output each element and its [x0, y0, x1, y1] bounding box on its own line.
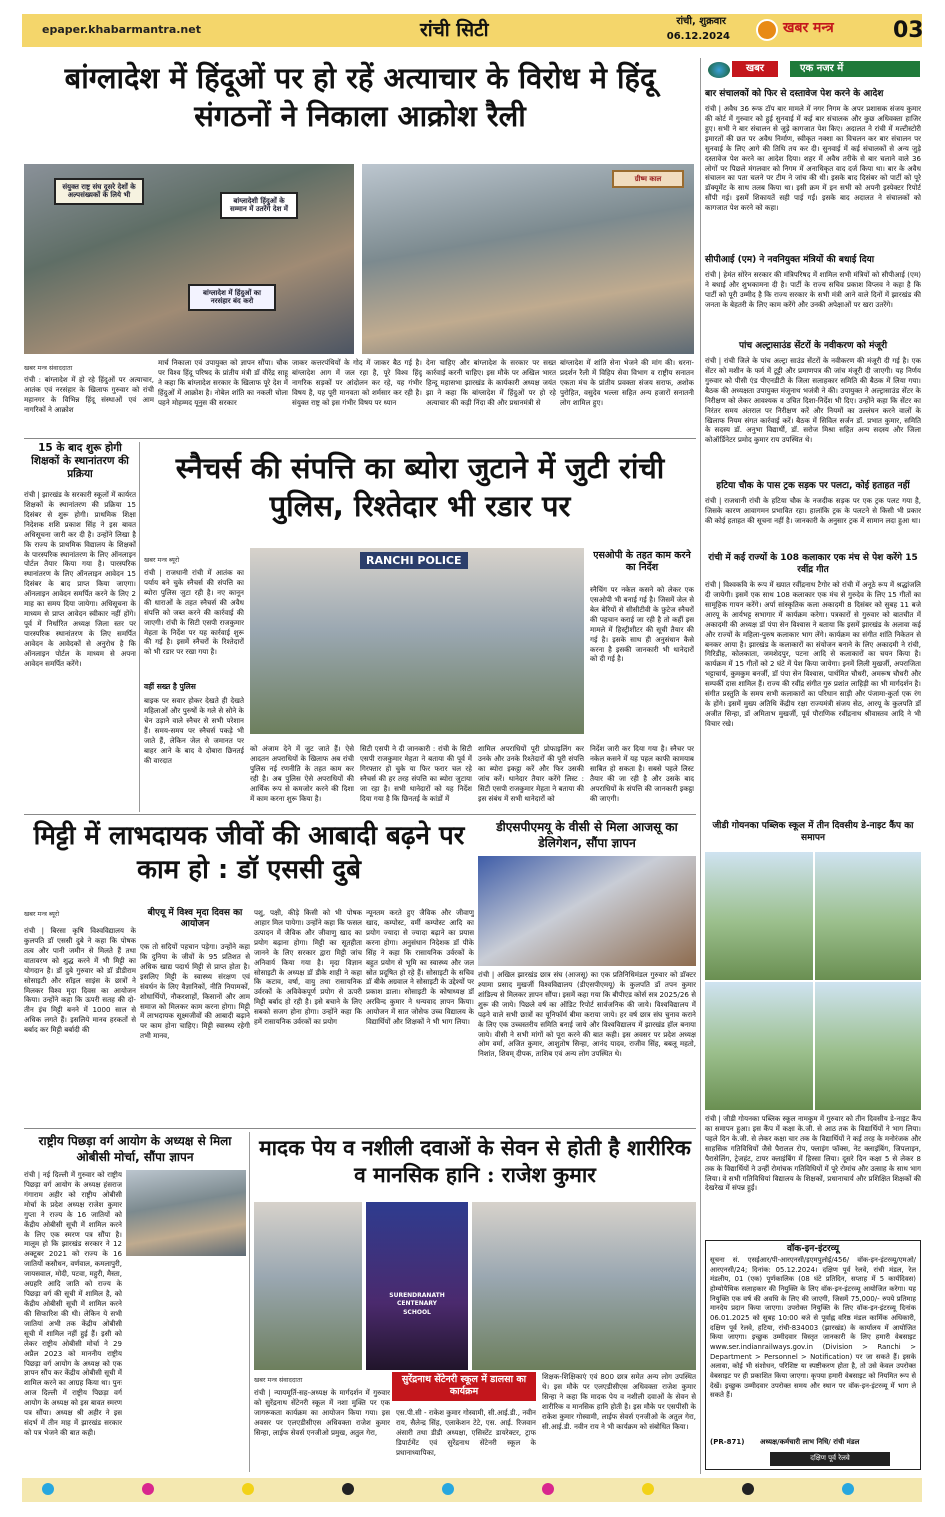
khabar-mantra-logo-icon [756, 19, 778, 41]
story3-byline: खबर मन्त्र ब्यूरो [144, 556, 180, 564]
rule-v2 [249, 1132, 250, 1472]
rule-v1 [139, 442, 140, 812]
header-city-day: रांची, शुक्रवार [676, 16, 726, 27]
rule-3 [24, 1128, 696, 1129]
right-n6-head: जीडी गोयनका पब्लिक स्कूल में तीन दिवसीय डे-नाइट कैंप का समापन [712, 821, 914, 844]
story1-col5: बांग्लादेश में शांति सेना भेजने की मांग की। धरना-प्रदर्शन रैली में विहिप सेवा विभाग व राष्ट्रीय सनातन एकता मंच के प्रांतीय प्रवक्ता संजय सराफ, अशोक पुरोहित, वसुदेव भल्ला सहित अन्य हजारों सनातनी लोग शामिल हुए। [560, 358, 694, 407]
story3-col2: को अंजाम देने में जुट जाते हैं। ऐसे आदतन अपराधियों के खिलाफ अब रांची पुलिस नई रणनीति के तहत काम कर रही है। अब पुलिस ऐसे अपराधियों की आर्थिक रूप से कमजोर करने की दिशा में काम करना शुरू किया है। [250, 744, 354, 803]
story3-col1: रांची | राजधानी रांची में आतंक का पर्याय बने चुके स्नैचर्स की संपत्ति का ब्योरा पुलिस जुटा रही है। नए कानून की धाराओं के तहत स्नैचर्स की अवैध संपत्ति को जब्त करने की कार्रवाई की जाएगी। रांची के सिटी एसपी राजकुमार मेहता के निर्देश पर यह कार्रवाई शुरू की गई है। इसमें स्नैचरों के रिश्तेदारों को भी रडार पर रखा गया है। [144, 568, 244, 657]
story1-headline: बांग्लादेश में हिंदूओं पर हो रहें अत्याचार के विरोध मे हिंदू संगठनों ने निकाला आक्रोश रैली [64, 61, 656, 133]
story1-photo-left [24, 164, 354, 354]
reg-dot-cyan [42, 1483, 54, 1495]
brand-name: खबर मन्त्र [783, 20, 834, 36]
story1-col1: रांची : बांग्लादेश में हो रहे हिंदुओं पर अत्याचार, आतंक एवं नरसंहार के खिलाफ गुरुवार को रांची महानगर के विभिन्न हिंदू संस्थाओं एवं आम नागरिकों ने आक्रोश [24, 375, 154, 414]
story3-headline: स्नैचर्स की संपत्ति का ब्योरा जुटाने में जुटी रांची पुलिस, रिश्तेदार भी रडार पर [175, 451, 665, 523]
right-n1-head: बार संचालकों को फिर से दस्तावेज पेश करने के आदेश [705, 89, 884, 99]
story3-col4: शामिल अपराधियों पूरी प्रोफाइलिंग कर उनके और उनके रिश्तेदारों की पूरी संपत्ति का ब्योरा इकट्ठा करें और फिर उसकी जांच करें। थानेदार तैयार करेंगे लिस्ट : सिटी एसपी राजकुमार मेहता ने बताया की इस संबंध में सभी थानेदारों को [478, 744, 584, 803]
story3-col4a: स्नैचिंग पर नकेल कसने को लेकर एक एसओपी भी बनाई गई है। जिसमें जेल से बेल बेरियों से सीसीटीवी के फ़ुटेज स्नैचरों की पहचान कराई जा रही है तो कहीं इस मामले में हिस्ट्रीशीटर की सूची तैयार की गई है। इसके साथ ही अनुसंधान कैसे करना है इसकी जानकारी भी थानेदारों को दी गई है। [590, 585, 694, 664]
right-n5-head: रांची में कई राज्यों के 108 कलाकार एक मंच से पेश करेंगे 15 रवींद्र गीत [708, 553, 918, 576]
story1-sign-1: संयुक्त राष्ट्र संघ दूसरे देशों के अल्पसंख्यकों के लिये भी [54, 178, 144, 205]
story7-photo-center [366, 1202, 468, 1370]
story4-byline: खबर मन्त्र ब्यूरो [24, 910, 60, 918]
right-tag: खबर [732, 61, 778, 77]
rule-1 [24, 438, 696, 439]
story2-body: रांची | झारखंड के सरकारी स्कूलों में कार्यरत शिक्षकों के स्थानांतरण की प्रक्रिया 15 दिसंबर से शुरू होगी। प्राथमिक शिक्षा निदेशक शशि प्रकाश सिंह ने इस बावत अधिसूचना जारी कर दी है। उन्होंने लिखा है कि राज्य के प्राथमिक विद्यालय के शिक्षकों के पारस्परिक स्थानांतरण के लिए ऑनलाइन पोर्टल तैयार किया गया है। पारस्परिक स्थानांतरण के लिए ऑनलाइन आवेदन 15 दिसंबर के बाद प्राप्त किया जाएगा। ऑनलाइन आवेदन समर्पित करने के लिए 2 माह का समय दिया जायेगा। अधिसूचना के माध्यम से प्राप्त आवेदन स्वीकार नहीं होंगे। पूर्व में निर्धारित अध्यक्ष जिला स्तर पर पारस्परिक स्थानांतरण के लिए समर्पित आवेदन के आवेदकों से अनुरोध है कि ऑनलाइन पोर्टल के माध्यम से अपना आवेदन समर्पित करेंगे। [24, 490, 136, 668]
story5-headline: डीएसपीएमयू के वीसी से मिला आजसू का डेलिगेशन, सौंपा ज्ञापन [496, 820, 678, 850]
story5-col1: रांची | अखिल झारखंड छात्र संघ (आजसू) का एक प्रतिनिधिमंडल गुरुवार को डॉक्टर श्यामा प्रसाद मुखर्जी विश्वविद्यालय (डीएसपीएमयू) के कुलपति डॉ तपन कुमार शांडिल्य से मिलकर ज्ञापन सौंपा। इसमें कहा गया कि बीपीएड कोर्स सत्र 2025/26 से शुरू की जाये। पिछले वर्ष का ऑडिट रिपोर्ट सार्वजनिक की जाये। विश्वविद्यालय में पढ़ने वाले सभी छात्रों का यूनिफॉर्म बीमा कराया जाये। हर वर्ष छात्र संघ चुनाव कराने के लिए एक उच्चस्तरीय समिति बनाई जाये और विश्वविद्यालय में झारखंड हॉल बनाया जाये। वीसी ने सभी मांगों को पूरा करने की बात कही। इस अवसर पर प्रदेश अध्यक्ष ओम वर्मा, अजित कुमार, आशुतोष सिन्हा, आनंद यादव, राजीव सिंह, बबलू महतो, निशांत, शिवम् दीपक, ताशिब एवं अन्य लोग उपस्थित थे। [478, 970, 696, 1059]
right-n1-body: रांची | अवैध 36 रूफ टॉप बार मामले में नगर निगम के अपर प्रशासक संजय कुमार की कोर्ट में गुरुवार को हुई सुनवाई में कई बार संचालक और कुछ अधिवक्ता हाजिर हुए। सभी ने बार संचालन से जुड़े कागजात पेश किए। अदालत ने रांची में मल्टीस्टोरी इमारतों की छत पर अवैध निर्माण, स्वीकृत नक्शा का विचलन कर बार संचालन पर सुनवाई के लिए आगे की तिथि तय कर दी। सुनवाई में कई संचालकों से अन्य जुड़े दस्तावेज पेश करने का आदेश दिया। शहर में अवैध तरीके से बार चलाने वाले 36 लोगों पर पिछले मंगलवार को निगम में अनाधिकृत वाद दर्ज किया था। बार के अवैध संचालन का पता चलने पर टीम ने जांच की थी। इसके बाद दिसंबर को पार्टी को पूरे डॉक्यूमेंट के साथ तलब किया था। इसी क्रम में इन सभी को अपनी इस्पेक्टर रिपोर्ट सौंपी गई। इसमें शिकायतें सही पाई गईं। इसके बाद अदालत ने संचालकों को कागजात पेश करने को कहा। [705, 104, 921, 213]
story3-sub2: एसओपी के तहत काम करने का निर्देश [593, 550, 691, 573]
story1-photo-right [362, 164, 694, 354]
header-url[interactable]: epaper.khabarmantra.net [42, 23, 201, 36]
right-n2-body: रांची | हेमंत सोरेन सरकार की मंत्रिपरिषद में शामिल सभी मंत्रियों को सीपीआई (एम) ने बधाई और शुभकामना दी है। पार्टी के राज्य सचिव प्रकाश विप्लव ने कहा है कि पार्टी को पूरी उम्मीद है कि राज्य सरकार के सभी मंत्री आने वाले दिनों में झारखंड की जनता के बेहतरी के लिए काम करेंगे और उनकी अपेक्षाओं पर खरा उतरेंगे। [705, 270, 921, 309]
story7-photo-right [472, 1202, 696, 1370]
story5-photo [478, 856, 696, 966]
story4-col2: एक तो सदियों पहचान पड़ेगा। उन्होंने कहा कि दुनिया के जीवों के 95 प्रतिशत से अधिक खाद्य पदार्थ मिट्टी से प्राप्त होता है। इसलिए मिट्टी के स्वास्थ्य संरक्षण एवं संवर्धन के लिए वैज्ञानिकों, नीति नियामकों, शोधार्थियों, नौकरशाहों, किसानों और आम समाज को मिलकर काम करना होगा। मिट्टी में लाभदायक सूक्ष्मजीवों की आबादी बढ़ाने पर काम होना चाहिए। मिट्टी स्वास्थ्य रहेगी तभी मानव, [140, 942, 250, 1041]
section-title: रांची सिटी [420, 19, 489, 41]
story1-sign-2: बांग्लादेशी हिंदुओं के सम्मान में उतरेंगे देश में [220, 192, 298, 219]
reg-dot-black-2 [742, 1483, 754, 1495]
rule-2 [24, 814, 696, 815]
story3-sub1: वहीं सख्त है पुलिस [144, 682, 196, 691]
story7-col3: शिक्षक-शिक्षिकाएं एवं 800 छात्र समेत अन्य लोग उपस्थित थे। इस मौके पर एलएडीसीएस अधिवक्ता राजेश कुमार सिन्हा ने कहा कि मादक पेय व नशीली दवाओं के सेवन से शारीरिक व मानसिक हानि होती है। इस मौके पर एसपीसी के राकेश कुमार गोस्वामी, लाईफ सेवर्स एनजीओ के अतुल गेरा, सी.आई.डी. नवीन राय ने भी कार्यक्रम को संबोधित किया। [542, 1372, 696, 1431]
ad-sign: अध्यक्ष/कर्मचारी लाभ निधि/ रांची मंडल [760, 1438, 860, 1446]
right-n6-photo-2 [815, 852, 921, 980]
reg-dot-yellow [242, 1483, 254, 1495]
story7-sub: सुरेंद्रनाथ सेंटेनरी स्कूल में डालसा का कार्यक्रम [392, 1372, 536, 1401]
story7-podium-label: SURENDRANATH CENTENARY SCHOOL [389, 1292, 445, 1316]
ad-code: (PR-871) [710, 1438, 745, 1446]
ad-head: वॉक-इन-इंटरव्यू [786, 1244, 840, 1254]
story1-sign-3: बांग्लादेश में हिंदुओं का नरसंहार बंद करो [188, 284, 276, 311]
story4-sub: बीएयू में विश्व मृदा दिवस का आयोजन [147, 908, 243, 930]
story7-col2: एस.पी.सी - राकेश कुमार गोस्वामी, सी.आई.डी., नवीन राय, सैलेन्द्र सिंह, एलाकेशन टेटे, एस. आई. रिजवान अंसारी तथा डीडी अध्यक्षा, एसिस्टेंट डायरेक्टर, ट्राफ डिपार्टमेंट एवं सुरेंद्रनाथ सेंटेनरी स्कूल के प्रधानाध्यापिका, [396, 1408, 536, 1457]
reg-dot-black [342, 1483, 354, 1495]
right-n3-body: रांची | रांची जिले के पांच अल्ट्रा साउंड सेंटरों के नवीकरण की मंजूरी दी गई है। एक सेंटर को मशीन के फर्म में टूट्टी और प्रमाणपत्र की जांच मंजूरी दी जाएगी। यह निर्णय गुरुवार को पीसी एंड पीएनडीटी के जिला सलाहकार समिति की बैठक में लिया गया। बैठक की अध्यक्षता उपायुक्त मंजूनाथ भजंत्री ने की। उपायुक्त ने अल्ट्रासाउंड सेंटर के निरीक्षण को लेकर आवश्यक व उचित दिशा-निर्देश भी दिए। उन्होंने कहा कि सेंटर का निरंतर समय अंतराल पर निरीक्षण करें और नियमों का उल्लंघन करने वालों के खिलाफ नियम संगत कार्रवाई करें। बैठक में सिविल सर्जन डॉ. प्रभात कुमार, समिति के सदस्य डॉ. अनुभा विद्यार्थी, डॉ. सरोज मिश्रा सहित अन्य सदस्य और जिला कोऑर्डिनेटर प्रमोद कुमार राय उपस्थित थे। [705, 356, 921, 445]
story3-col5: निर्देश जारी कर दिया गया है। स्नैचर पर नकेल कसने में यह पहल काफी कामयाब साबित हो सकता है। सबसे पहले लिस्ट तैयार की जा रही है और उसके बाद अपराधियों के संपत्ति की जानकारी इकट्ठा की जाएगी। [590, 744, 694, 803]
ad-logo: दक्षिण पूर्व रेलवे [770, 1452, 890, 1466]
right-n2-head: सीपीआई (एम) ने नवनियुक्त मंत्रियों की बधाई दिया [705, 255, 875, 265]
story3-photo-label: RANCHI POLICE [360, 552, 468, 569]
right-n6-photo-4 [815, 982, 921, 1110]
story6-headline: राष्ट्रीय पिछड़ा वर्ग आयोग के अध्यक्ष से मिला ओबीसी मोर्चा, सौंपा ज्ञापन [38, 1134, 232, 1164]
story1-banner: ग्रीष्म काल [612, 170, 684, 188]
reg-dot-magenta [142, 1483, 154, 1495]
story4-col4: न्यूनतम करते हुए जैविक और जीवाणु खाद, कम्पोस्ट, वर्मी कम्पोस्ट आदि का प्रयोग ज्यादा से ज्यादा बढ़ाने का प्रयास करना होगा। अनुसंधान निदेशक डॉ पीके सिंह ने कहा कि रासायनिक उर्वरकों के बहुत प्रयोग से भूमि का स्वास्थ्य और जल स्रोत प्रदूषित हो रहे हैं। सोसाइटी के सचिव डॉ बीके अग्रवाल ने सोसाइटी के उद्देश्यों पर प्रकाश डाला। सोसाइटी के कोषाध्यक्ष डॉ अरविन्द कुमार ने धन्यवाद ज्ञापन किया। आयोजन में सात जोसेफ उच्च विद्यालय के विद्यार्थियों और शिक्षकों ने भी भाग लिया। [366, 908, 474, 1027]
reg-dot-cyan-2 [442, 1483, 454, 1495]
story3-photo [250, 548, 584, 734]
story7-col1: रांची | न्यायमूर्ति-सह-अध्यक्ष के मार्गदर्शन में गुरुवार को सुरेंद्रनाथ सेंटेनरी स्कूल में नशा मुक्ति पर एक जागरूकता कार्यक्रम का आयोजन किया गया। इस अवसर पर एलएडीसीएस अधिवक्ता राजेश कुमार सिन्हा, लाईफ सेवर्स एनजीओ प्रमुख, अतुल गेरा, [254, 1388, 390, 1437]
reg-dot-yellow-2 [642, 1483, 654, 1495]
story1-col4: देना चाहिए और बांग्लादेश के सरकार पर सख्त कार्रवाई करनी चाहिए। इस मौके पर अखिल भारत हिन्दू महासभा झारखंड के कार्यकारी अध्यक्ष जयंत झा ने कहा कि बांग्लादेश में हिंदुओं पर हो रहे अत्याचार की कड़ी निंदा की और प्रधानमंत्री से [426, 358, 556, 407]
right-n4-body: रांची | राजधानी रांची के हटिया चौक के नजदीक सड़क पर एक ट्रक पलट गया है, जिसके कारण आवागमन प्रभावित रहा। हालांकि ट्रक के पलटने से किसी भी प्रकार की कोई हताहत की सूचना नहीं है। जानकारी के अनुसार ट्रक में सामान लदा हुआ था। [705, 496, 921, 525]
right-n3-head: पांच अल्ट्रासाउंड सेंटरों के नवीकरण को मंजूरी [738, 341, 888, 351]
story4-col3: पशु, पक्षी, कीड़े किसी को भी पोषक आहार मिल पायेगा। उन्होंने कहा कि फसल उत्पादन में जैविक और जीवाणु खाद का प्रयोग बढ़ाना होगा। मिट्टी का सूतहीता जानने के लिए सरकार द्वारा मिट्टी जांच अनिवार्य किया गया है। मृदा विज्ञान सोसाइटी के अध्यक्ष डॉ डीके शाही ने कहा कि कटाव, वर्षा, वायु तथा रासायनिक उर्वरकों के अविवेकपूर्ण प्रयोग से ऊपरी मिट्टी बर्बाद हो रही है। इसे बचाने के लिए सबको सजग होना होगा। उन्होंने कहा कि हमें रासायनिक उर्वरकों का प्रयोग [254, 908, 362, 1027]
story7-photo-left [254, 1202, 362, 1370]
story6-photo [126, 1170, 246, 1256]
color-registration-strip [22, 1478, 922, 1502]
right-n6-body: रांची | जीडी गोयनका पब्लिक स्कूल नामकुम में गुरुवार को तीन दिवसीय डे-नाइट कैंप का समापन हुआ। इस कैंप में कक्षा के.जी. से आठ तक के विद्यार्थियों ने भाग लिया। पहले दिन के.जी. से लेकर कक्षा चार तक के विद्यार्थियों ने कई तरह के मनोरंजक और साहसिक गतिविधियों जैसे पैरालल रोप, फ्लाइंग फॉक्स, नेट क्लाइंबिंग, जिपलाइन, पैरासेलिंग, ट्रेजहंट, टायर क्लाइंबिंग में हिस्सा लिया। दूसरे दिन कक्षा 5 से लेकर 8 तक के विद्यार्थियों ने उन्हीं रोमांचक गतिविधियों में पूरे रोमांच और उत्साह के साथ भाग लिया। वे सभी गतिविधियां विद्यालय के शिक्षकों, प्रधानाचार्य और प्रशिक्षित शिक्षकों की देखरेख में संपन्न हुईं। [705, 1114, 921, 1193]
story3-col3: सिटी एसपी ने दी जानकारी : रांची के सिटी एसपी राजकुमार मेहता ने बताया की पूर्व में गिरफ्तार हो चुके या फिर फरार चल रहे स्नैचर्स की हर तरह संपत्ति का ब्योरा जुटाया जा रहा है। सभी थानेदारों को यह निर्देश दिया गया है कि छिनतई के कांडों में [360, 744, 472, 803]
right-tag-2: एक नजर में [790, 61, 920, 77]
globe-icon [708, 62, 730, 78]
story1-col2: मार्च निकाला एवं उपायुक्त को ज्ञापन सौंपा। चौक पर विश्व हिंदू परिषद के प्रांतीय मंत्री डॉ वीरेंद्र साहू ने कहा कि बांग्लादेश सरकार के खिलाफ पूरे देश में हिंदुओं में आक्रोश है। नोबेल शांति का नकली चोला पहने मोहम्मद यूनुस की सरकार [158, 358, 288, 407]
right-n6-photo-3 [705, 982, 813, 1110]
story4-headline: मिट्टी में लाभदायक जीवों की आबादी बढ़ने पर काम हो : डॉ एससी दुबे [33, 821, 465, 885]
story7-headline: मादक पेय व नशीली दवाओं के सेवन से होती है शारीरिक व मानसिक हानि : राजेश कुमार [259, 1135, 691, 1188]
right-n4-head: हटिया चौक के पास ट्रक सड़क पर पलटा, कोई हताहत नहीं [716, 481, 910, 491]
story1-byline: खबर मन्त्र संवाददाता [24, 364, 73, 372]
story2-headline: 15 के बाद शुरू होगी शिक्षकों के स्थानांतरण की प्रक्रिया [31, 442, 129, 481]
header-date: 06.12.2024 [666, 31, 730, 42]
story1-col3: जाकर कत्तरपंथियों के गोद में जाकर बैठ गई है। बांग्लादेश आग में जल रहा है, पूरे विश्व हिंदू नागरिक सड़कों पर आंदोलन कर रहे, यह गंभीर विषय है, यह पूरी मानवता को शर्मसार कर रही है। संयुक्त राष्ट्र को इस गंभीर विषय पर ध्यान [292, 358, 422, 407]
reg-dot-cyan-3 [842, 1483, 854, 1495]
right-n6-photo-1 [705, 852, 813, 980]
ad-body: सूचना सं. एसईआर/पी-आरएनसी/इएमपुलोई/456/ वॉक-इन-इंटरव्यू/एमओ/आरएनसी/24; दिनांक: 05.12.2024। दक्षिण पूर्व रेलवे, रांची मंडल, रेल मंडलीय, 01 (एक) पूर्णकालिक (08 घंटे प्रतिदिन, सप्ताह में 5 कार्यदिवस) होम्योपैथिक सलाहकार की नियुक्ति के लिए वॉक-इन-इंटरव्यू आयोजित करेगा। यह नियुक्ति एक वर्ष की अवधि के लिए की जाएगी, जिसमें 75,000/- रुपये प्रतिमाह मानदेय प्रदान किया जाएगा। उपरोक्त नियुक्ति के लिए वॉक-इन-इंटरव्यू दिनांक 06.01.2025 को सुबह 10:00 बजे से पूर्वाह्न वरिष्ठ मंडल कार्मिक अधिकारी, दक्षिण पूर्व रेलवे, हटिया, रांची-834003 (झारखंड) के कार्यालय में आयोजित किया जाएगा। इच्छुक उम्मीदवार विस्तृत जानकारी के लिए हमारी वेबसाइट www.ser.indianrailways.gov.in (Division > Ranchi > Department > Personnel > Notification) पर जा सकते हैं। इसके अलावा, कोई भी संशोधन, परिशिष्ट या स्पष्टीकरण होता है, तो उसे केवल उपरोक्त वेबसाइट पर ही प्रकाशित किया जाएगा। कृपया हमारी वेबसाइट को नियमित रूप से देखें। इच्छुक उम्मीदवार उपरोक्त समय और स्थान पर वॉक-इन-इंटरव्यू में भाग ले सकते हैं। [710, 1256, 916, 1400]
story4-col1: रांची | बिरसा कृषि विश्वविद्यालय के कुलपति डॉ एससी दुबे ने कहा कि पोषक तत्व और पानी जमीन से मिलते हैं तथा वातावरण को शुद्ध करने में भी मिट्टी का योगदान है। डॉ दुबे गुरुवार को डॉ डीडीराम सोसाइटी और सॉइल साइंस के छात्रों ने मिलकर विश्व मृदा दिवस का आयोजन किया। उन्होंने कहा कि ऊपरी सतह की दो-तीन इंच मिट्टी बनने में 1000 साल से अधिक लगते हैं। इसलिये मानव हरकतों से बर्बाद कर मिट्टी बर्बादी की [24, 926, 136, 1035]
right-n5-body: रांची | विश्वकवि के रूप में ख्यात रवींद्रनाथ टैगोर को रांची में अनूठे रूप में श्रद्धांजलि दी जायेगी। इसमें एक साथ 108 कलाकार एक मंच से गुरुदेव के लिए 15 गीतों का सामूहिक गायन करेंगे। अर्पा सांस्कृतिक कला अकादमी 8 दिसंबर को सुबह 11 बजे आरयू के आर्यभट्ट सभागार में कार्यक्रम करेगा। पत्रकारों से गुरुवार को बातचीत में अकादमी की अध्यक्ष डॉ पंपा सेन विश्वास ने बताया कि इसमें झारखंड के अलावा कई और राज्यों के महिला-पुरुष कलाकार भाग लेंगे। कार्यक्रम का संगीत शांति निकेतन से बनकर आया है। झारखंड के कलाकारों का संयोजन बनाने के लिए अकादमी ने रांची, गिरिडीह, कोलकाता, जमशेदपुर, पटना आदि से कलाकारों का चयन किया है। कार्यक्रम में 15 गीतों को 2 घंटे में पेश किया जायेगा। इनमें लिली मुखर्जी, अपराजिता भट्टाचार्य, कुमकुम बनर्जी, डॉ पंपा सेन विश्वास, पार्थमित चौधरी, अमरूष चौधरी और सम्पर्की दास शामिल हैं। राज्य की रवींद्र संगीत गुरु प्रशांत लाहिड़ी का भी मार्गदर्शन है। संगीत प्रस्तुति के समय सभी कलाकारों का परिधान साड़ी और पंजामा-कुर्ता एक रंग के होंगे। इसमें मुख्य अतिथि केंद्रीय रक्षा राज्यमंत्री संजय सेठ, आरयू के कुलपति डॉ अजीत सिन्हा, डॉ अमिताभ मुखर्जी, पूर्व पौराणिक रवींद्रनाथ श्रीवास्तव आदि ने भी विचार रखे। [705, 580, 921, 728]
rule-right [700, 58, 701, 1474]
story6-body-left: रांची | नई दिल्ली में गुरुवार को राष्ट्रीय पिछड़ा वर्ग आयोग के अध्यक्ष हंसराज गंगाराम अहीर को राष्ट्रीय ओबीसी मोर्चा के प्रदेश अध्यक्ष राजेश कुमार गुप्ता ने राज्य के 16 जातियों को केंद्रीय ओबीसी सूची में शामिल करने के लिए एक स्मरण पत्र सौंपा है। मालूम हो कि झारखंड सरकार ने 12 अक्टूबर 2021 को राज्य के 16 जातियों कसौधन, वर्णवाल, कमलापुरी, जायसवाल, मोदी, पटवा, महुरी, मैस्ता, अग्रहरि आदि जाति को राज्य के पिछड़ा वर्ग की सूची में शामिल है, को केंद्रीय ओबीसी सूची में शामिल करने की सिफारिश की थी। लेकिन ये सभी जातियां अभी तक केंद्रीय ओबीसी सूची में शामिल नहीं हुई हैं। इसी को लेकर राष्ट्रीय ओबीसी मोर्चा ने 29 अप्रैल 2023 को माननीय राष्ट्रीय पिछड़ा वर्ग आयोग के अध्यक्ष को एक ज्ञापन सौंप कर केंद्रीय ओबीसी सूची में शामिल करने का आग्रह किया था। पुनः आज दिल्ली में राष्ट्रीय पिछड़ा वर्ग आयोग के अध्यक्ष को इस बावत स्मरण पत्र सौंपा। अध्यक्ष श्री अहीर ने इस संदर्भ में तीन माह में झारखंड सरकार को पत्र भेजने की बात कही। [24, 1170, 122, 1437]
page-number: 03 [893, 18, 924, 43]
reg-dot-magenta-2 [542, 1483, 554, 1495]
story7-byline: खबर मन्त्र संवाददाता [254, 1376, 303, 1384]
story3-col1b: बाइक पर सवार होकर देखते ही देखते महिलाओं और पुरुषों के गले से सोने के चेन उड़ाने वाले स्नैचर से सभी परेशान हैं। समय-समय पर स्नैचर्स पकड़े भी जाते हैं, लेकिन जेल से जमानत पर बाहर आने के बाद वे दोबारा छिनतई की वारदात [144, 696, 244, 765]
